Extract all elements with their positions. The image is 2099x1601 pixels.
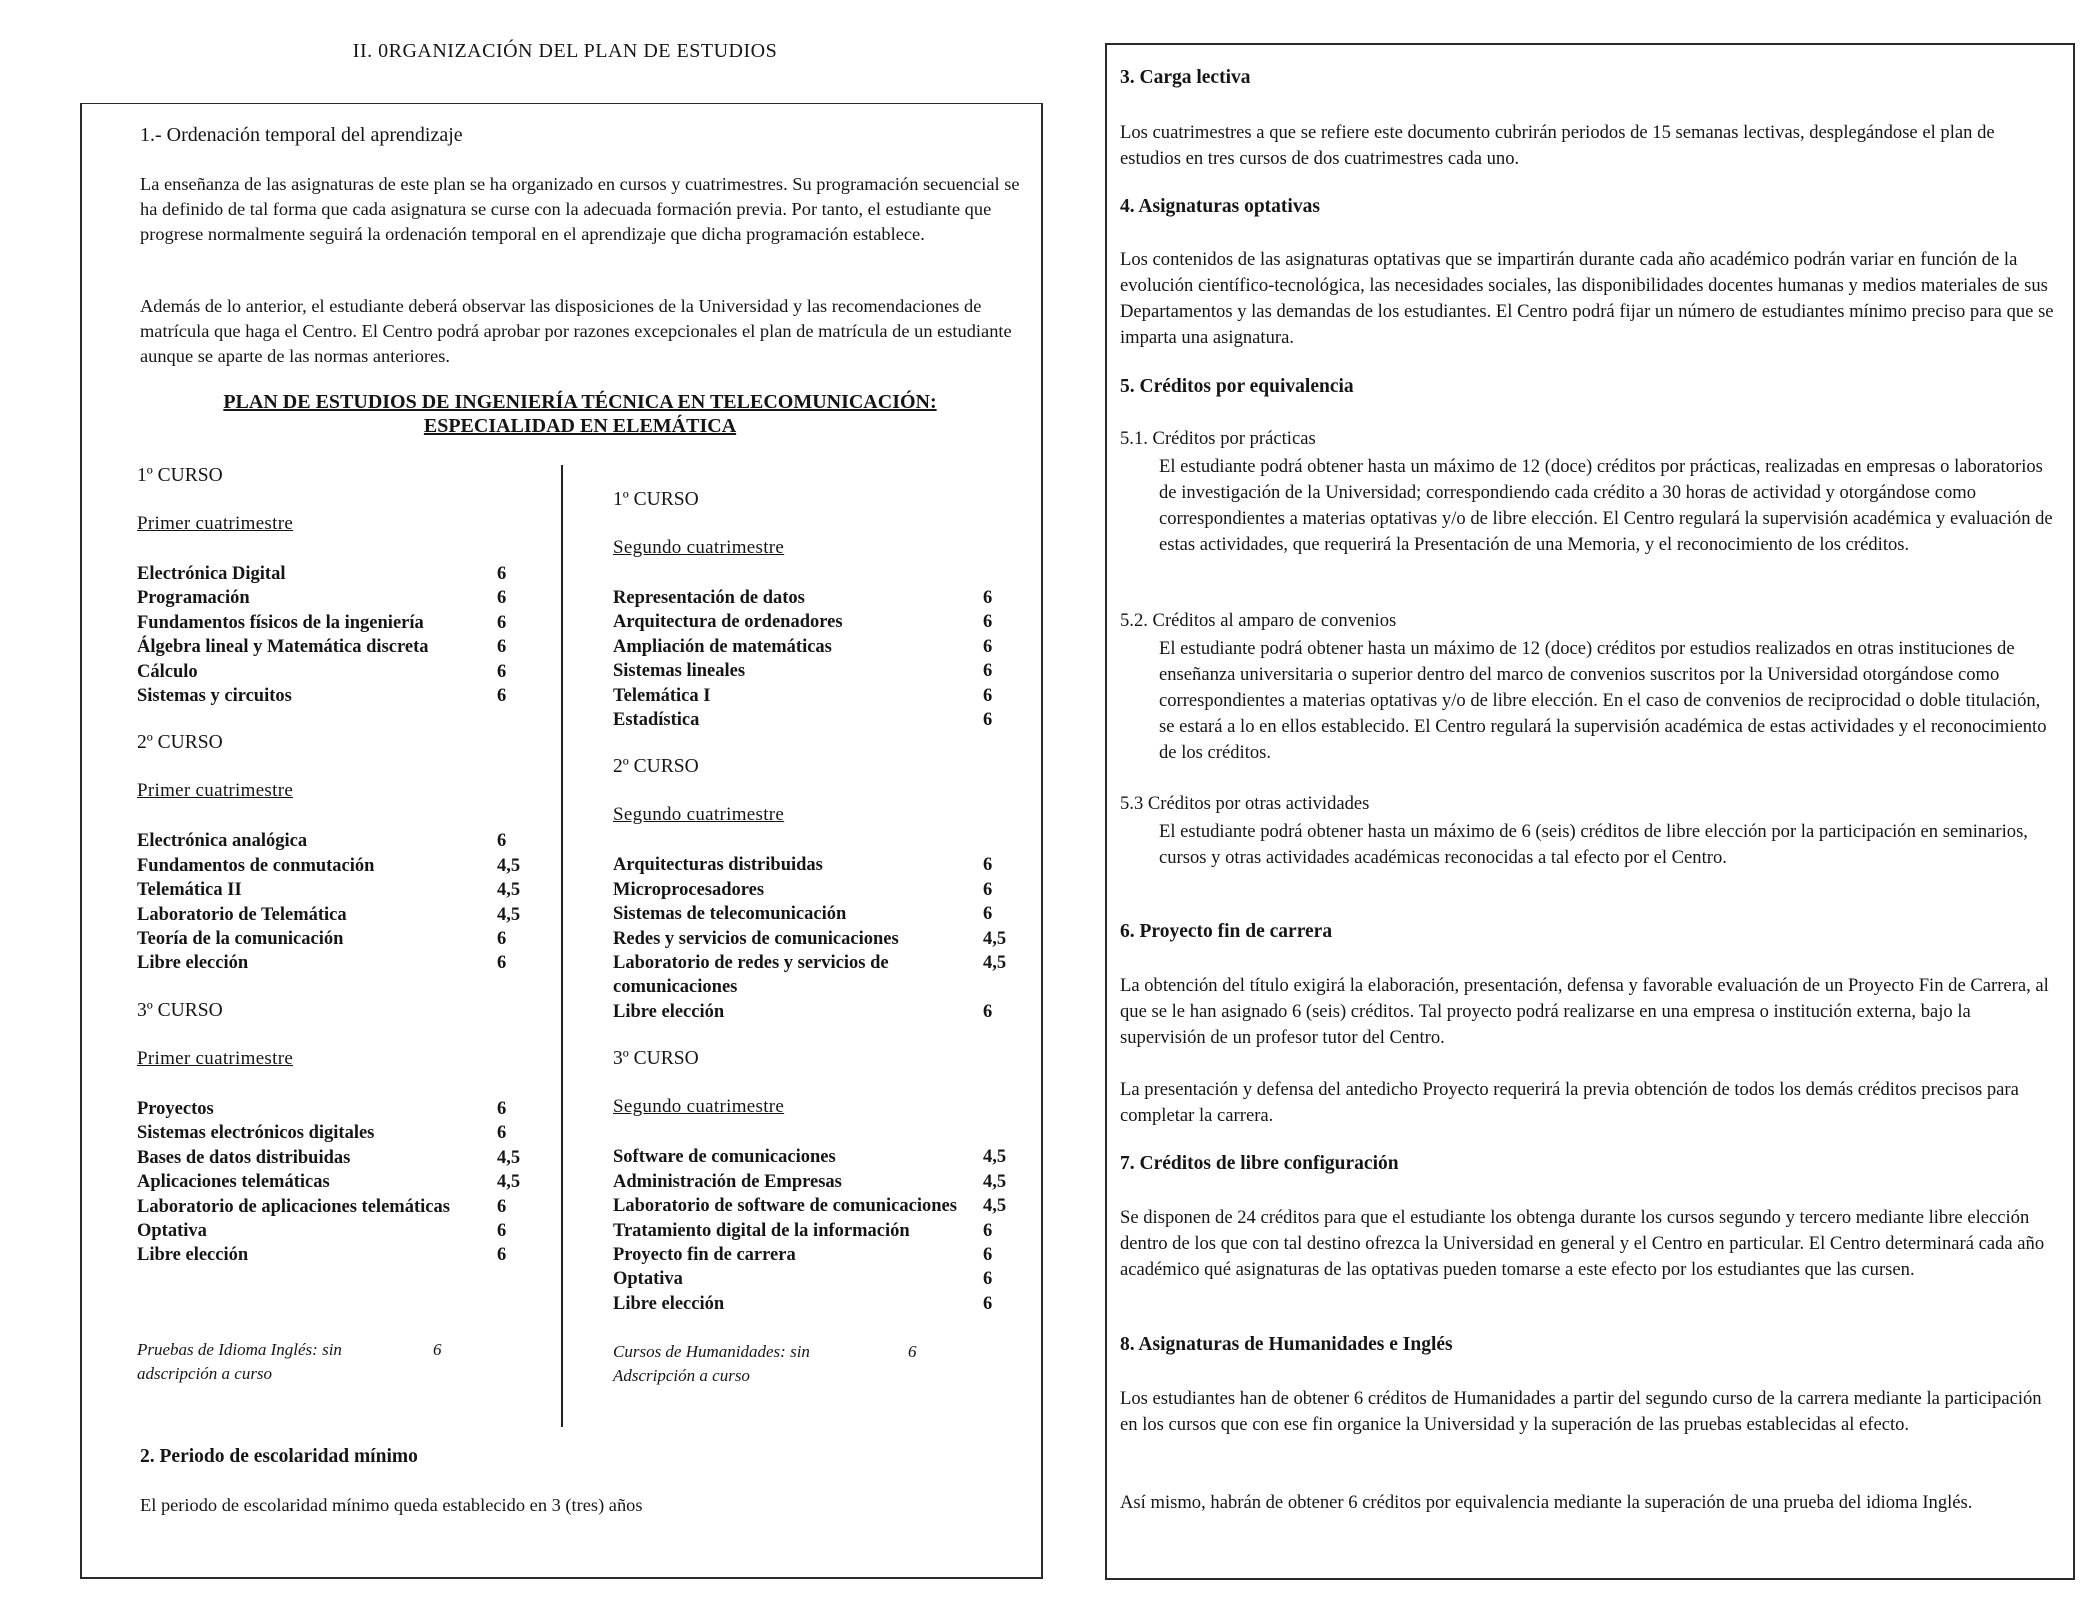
subject-row — [137, 1195, 537, 1219]
subject-credits: 4,5 — [497, 880, 521, 901]
subject-name: Tratamiento digital de la información — [613, 1220, 910, 1241]
subject-name: Optativa — [613, 1269, 683, 1290]
subject-row — [613, 1170, 1023, 1194]
subject-name: Laboratorio de aplicaciones telemáticas — [137, 1196, 450, 1217]
subject-credits: 4,5 — [497, 904, 521, 925]
subject-row — [137, 878, 537, 902]
subject-name: Arquitecturas distribuidas — [613, 855, 823, 876]
plan-title-line2: ESPECIALIDAD EN ELEMÁTICA — [423, 415, 737, 437]
subject-name: Teoría de la comunicación — [137, 929, 344, 950]
subject-row — [137, 1170, 537, 1194]
subject-row — [137, 660, 537, 684]
subject-credits: 6 — [983, 661, 993, 682]
column-divider — [561, 465, 563, 1427]
subject-row — [137, 829, 537, 853]
subject-credits: 4,5 — [983, 1171, 1007, 1192]
subject-row — [613, 1267, 1023, 1291]
course-heading: 1º CURSO — [137, 465, 223, 486]
subject-name: Programación — [137, 588, 250, 609]
subject-row — [613, 684, 1023, 708]
subject-row — [137, 562, 537, 586]
subject-row — [137, 1219, 537, 1243]
subject-name: Sistemas lineales — [613, 661, 746, 682]
subject-credits: 4,5 — [497, 855, 521, 876]
subject-credits: 6 — [983, 1269, 993, 1290]
subject-name: Fundamentos de conmutación — [137, 855, 375, 876]
subject-row — [137, 854, 537, 878]
semester-heading: Primer cuatrimestre — [137, 1047, 294, 1069]
section5-heading: 5. Créditos por equivalencia — [1120, 376, 1354, 397]
subject-name: Sistemas de telecomunicación — [613, 904, 847, 925]
subject-list — [613, 586, 1023, 732]
humanities-note — [613, 1340, 1023, 1388]
subject-credits: 6 — [983, 1293, 993, 1314]
subject-credits: 6 — [497, 588, 507, 609]
note-credits: 6 — [433, 1339, 442, 1359]
section1-paragraph2: Además de lo anterior, el estudiante deberá observar las disposiciones de la Universidad y las recomendaciones de matrícula que haga el Centro. El Centro podrá aprobar por razones excepcionales el plan de matrícula de un estudiante aunque se aparte de las normas anteriores. — [140, 296, 1012, 366]
note-credits: 6 — [908, 1342, 917, 1362]
first-semester-column — [137, 465, 537, 1386]
note-line1: Pruebas de Idioma Inglés: sin — [137, 1339, 342, 1359]
subject-row — [613, 902, 1023, 926]
subject-name: Proyectos — [137, 1098, 214, 1119]
section5-1-text: El estudiante podrá obtener hasta un máximo de 12 (doce) créditos por prácticas, realizadas en empresas o laboratorios de investigación de la Universidad; correspondiendo cada crédito a 30 horas de actividad y otorgándose como correspondientes a materias optativas y/o de libre elección. El Centro regulará la supervisión académica y evaluación de estas actividades, que requerirá la Presentación de una Memoria, y el reconocimiento de los créditos. — [1159, 456, 2053, 555]
document-title: II. 0RGANIZACIÓN DEL PLAN DE ESTUDIOS — [352, 40, 778, 62]
subject-row — [613, 1000, 1023, 1024]
subject-credits: 6 — [983, 685, 993, 706]
subject-credits: 6 — [983, 1001, 993, 1022]
section1-paragraph1: La enseñanza de las asignaturas de este plan se ha organizado en cursos y cuatrimestres. Su programación secuencial se ha definido de tal forma que cada asignatura se curse con la adecuada formación previa. Por tanto, el estudiante que progrese normalmente seguirá la ordenación temporal en el aprendizaje que dicha programación establece. — [140, 174, 1020, 244]
subject-name: Cálculo — [137, 661, 198, 682]
section5-3-title: 5.3 Créditos por otras actividades — [1120, 793, 1370, 814]
subject-row — [137, 1121, 537, 1145]
subject-name: Telemática II — [137, 880, 242, 901]
subject-row — [137, 635, 537, 659]
plan-title-line1: PLAN DE ESTUDIOS DE INGENIERÍA TÉCNICA EN TELECOMUNICACIÓN: — [223, 391, 937, 413]
subject-credits: 6 — [983, 612, 993, 633]
section2-text: El periodo de escolaridad mínimo queda establecido en 3 (tres) años — [140, 1495, 643, 1515]
subject-row — [613, 951, 1023, 1000]
plan-title — [140, 390, 1020, 438]
semester-heading: Primer cuatrimestre — [137, 780, 294, 802]
subject-credits: 6 — [983, 588, 993, 608]
subject-row — [137, 684, 537, 708]
section8-heading: 8. Asignaturas de Humanidades e Inglés — [1120, 1334, 1453, 1355]
subject-row — [613, 853, 1023, 877]
subject-row — [613, 635, 1023, 659]
subject-credits: 6 — [983, 636, 993, 657]
subject-name: Electrónica Digital — [137, 564, 286, 584]
section3-text: Los cuatrimestres a que se refiere este documento cubrirán periodos de 15 semanas lectivas, desplegándose el plan de estudios en tres cursos de dos cuatrimestres cada uno. — [1120, 122, 1995, 169]
subject-row — [613, 1243, 1023, 1267]
subject-row — [137, 1146, 537, 1170]
subject-name: Administración de Empresas — [613, 1171, 842, 1192]
subject-row — [613, 927, 1023, 951]
subject-list — [137, 1097, 537, 1268]
subject-name: Aplicaciones telemáticas — [137, 1172, 330, 1193]
section5-1-title: 5.1. Créditos por prácticas — [1120, 428, 1316, 449]
subject-credits: 6 — [497, 1123, 507, 1144]
subject-row — [613, 659, 1023, 683]
section4-text: Los contenidos de las asignaturas optativas que se impartirán durante cada año académico podrán variar en función de la evolución científico-tecnológica, las necesidades sociales, las disponibilidades docentes humanas y medios materiales de sus Departamentos y las demandas de los estudiantes. El Centro podrá fijar un número de estudiantes mínimo preciso para que se imparta una asignatura. — [1120, 249, 2054, 348]
subject-credits: 4,5 — [983, 1196, 1007, 1217]
subject-row — [137, 927, 537, 951]
subject-name: Redes y servicios de comunicaciones — [613, 928, 899, 949]
subject-name: Ampliación de matemáticas — [613, 636, 832, 657]
subject-name: Electrónica analógica — [137, 831, 308, 852]
semester-heading: Segundo cuatrimestre — [613, 804, 785, 826]
subject-credits: 4,5 — [497, 1147, 521, 1168]
subject-name: Laboratorio de software de comunicaciones — [613, 1196, 957, 1217]
subject-credits: 6 — [497, 953, 507, 974]
section6-text1: La obtención del título exigirá la elaboración, presentación, defensa y favorable evaluación de un Proyecto Fin de Carrera, al que se le han asignado 6 (seis) créditos. Tal proyecto podrá realizarse en una empresa o institución externa, bajo la supervisión de un profesor tutor del Centro. — [1120, 975, 2049, 1048]
subject-credits: 4,5 — [983, 928, 1007, 949]
semester-heading: Segundo cuatrimestre — [613, 1096, 785, 1118]
note-line2: Adscripción a curso — [613, 1366, 750, 1386]
subject-credits: 6 — [983, 855, 993, 876]
subject-credits: 6 — [983, 879, 993, 900]
subject-row — [613, 708, 1023, 732]
subject-row — [613, 1194, 1023, 1218]
subject-name: Sistemas electrónicos digitales — [137, 1123, 375, 1144]
subject-name: Estadística — [613, 710, 700, 731]
subject-credits: 4,5 — [983, 953, 1007, 974]
section3-heading: 3. Carga lectiva — [1120, 67, 1251, 88]
course-heading: 2º CURSO — [137, 732, 223, 754]
course-heading: 3º CURSO — [613, 1048, 699, 1070]
subject-row — [137, 611, 537, 635]
subject-credits: 6 — [497, 1196, 507, 1217]
subject-credits: 6 — [983, 1244, 993, 1265]
subject-credits: 6 — [497, 564, 507, 584]
subject-row — [613, 610, 1023, 634]
subject-credits: 4,5 — [983, 1147, 1007, 1168]
subject-row — [137, 951, 537, 975]
semester-heading: Segundo cuatrimestre — [613, 537, 785, 558]
section2-heading: 2. Periodo de escolaridad mínimo — [140, 1446, 418, 1467]
subject-name: Representación de datos — [613, 588, 805, 608]
subject-credits: 4,5 — [497, 1172, 521, 1193]
subject-name: Fundamentos físicos de la ingeniería — [137, 612, 424, 633]
subject-credits: 6 — [983, 710, 993, 731]
subject-credits: 6 — [497, 686, 507, 707]
subject-name: Optativa — [137, 1220, 207, 1241]
subject-credits: 6 — [497, 612, 507, 633]
subject-list — [613, 1145, 1023, 1316]
subject-credits: 6 — [497, 1245, 507, 1266]
subject-name: Telemática I — [613, 685, 711, 706]
subject-row — [137, 903, 537, 927]
subject-credits: 6 — [497, 661, 507, 682]
subject-row — [137, 1243, 537, 1267]
subject-name: Bases de datos distribuidas — [137, 1147, 351, 1168]
semester-heading: Primer cuatrimestre — [137, 513, 294, 534]
subject-credits: 6 — [983, 1220, 993, 1241]
course-heading: 3º CURSO — [137, 999, 223, 1021]
subject-name: Arquitectura de ordenadores — [613, 612, 843, 633]
subject-row — [613, 1219, 1023, 1243]
second-semester-column — [613, 489, 1023, 1388]
section7-heading: 7. Créditos de libre configuración — [1120, 1153, 1399, 1174]
subject-name: Laboratorio de Telemática — [137, 904, 347, 925]
course-heading: 2º CURSO — [613, 756, 699, 778]
subject-list — [137, 562, 537, 708]
subject-credits: 6 — [497, 1220, 507, 1241]
subject-credits: 6 — [983, 904, 993, 925]
subject-row — [613, 1292, 1023, 1316]
subject-name: Laboratorio de redes y servicios de comunicaciones — [613, 953, 889, 998]
subject-row — [137, 586, 537, 610]
section1-heading: 1.- Ordenación temporal del aprendizaje — [140, 124, 463, 146]
subject-row — [137, 1097, 537, 1121]
section5-2-title: 5.2. Créditos al amparo de convenios — [1120, 610, 1397, 631]
subject-row — [613, 1145, 1023, 1169]
note-line1: Cursos de Humanidades: sin — [613, 1342, 810, 1362]
subject-name: Álgebra lineal y Matemática discreta — [137, 637, 429, 658]
subject-list — [613, 853, 1023, 1024]
subject-credits: 6 — [497, 929, 507, 950]
subject-row — [613, 586, 1023, 610]
subject-name: Sistemas y circuitos — [137, 686, 292, 707]
subject-credits: 6 — [497, 831, 507, 852]
section5-2-text: El estudiante podrá obtener hasta un máximo de 12 (doce) créditos por estudios realizados en otras instituciones de enseñanza universitaria o superior dentro del marco de convenios suscritos por la Universidad otorgándose como correspondientes a materias optativas y/o de libre elección. En el caso de convenios de reciprocidad o doble titulación, se estará a lo en ellos establecido. El Centro regulará la supervisión académica de estas actividades y el reconocimiento de los créditos. — [1159, 638, 2047, 763]
note-line2: adscripción a curso — [137, 1363, 273, 1383]
subject-name: Proyecto fin de carrera — [613, 1244, 796, 1265]
section6-heading: 6. Proyecto fin de carrera — [1120, 921, 1333, 942]
subject-name: Microprocesadores — [613, 879, 765, 900]
section4-heading: 4. Asignaturas optativas — [1120, 196, 1320, 217]
subject-row — [613, 878, 1023, 902]
subject-name: Libre elección — [613, 1293, 725, 1314]
section5-3-text: El estudiante podrá obtener hasta un máximo de 6 (seis) créditos de libre elección por la participación en seminarios, cursos y otras actividades académicas reconocidas a tal efecto por el Centro. — [1159, 821, 2028, 868]
section8-text1: Los estudiantes han de obtener 6 créditos de Humanidades a partir del segundo curso de la carrera mediante la participación en los cursos que con ese fin organice la Universidad y la superación de las pruebas establecidas al efecto. — [1120, 1388, 2042, 1435]
subject-name: Software de comunicaciones — [613, 1147, 836, 1168]
subject-name: Libre elección — [137, 953, 249, 974]
subject-name: Libre elección — [613, 1001, 725, 1022]
subject-list — [137, 829, 537, 975]
subject-name: Libre elección — [137, 1245, 249, 1266]
section7-text: Se disponen de 24 créditos para que el estudiante los obtenga durante los cursos segundo y tercero mediante libre elección dentro de los que con tal destino ofrezca la Universidad en general y el Centro en particular. El Centro determinará cada año académico qué asignaturas de las optativas pueden tomarse a este efecto por los estudiantes que las cursen. — [1120, 1207, 2045, 1280]
english-tests-note — [137, 1338, 537, 1386]
section8-text2: Así mismo, habrán de obtener 6 créditos por equivalencia mediante la superación de una prueba del idioma Inglés. — [1120, 1492, 1973, 1513]
course-heading: 1º CURSO — [613, 489, 699, 510]
subject-credits: 6 — [497, 637, 507, 658]
subject-credits: 6 — [497, 1098, 507, 1119]
section6-text2: La presentación y defensa del antedicho Proyecto requerirá la previa obtención de todos los demás créditos precisos para completar la carrera. — [1120, 1079, 2019, 1126]
